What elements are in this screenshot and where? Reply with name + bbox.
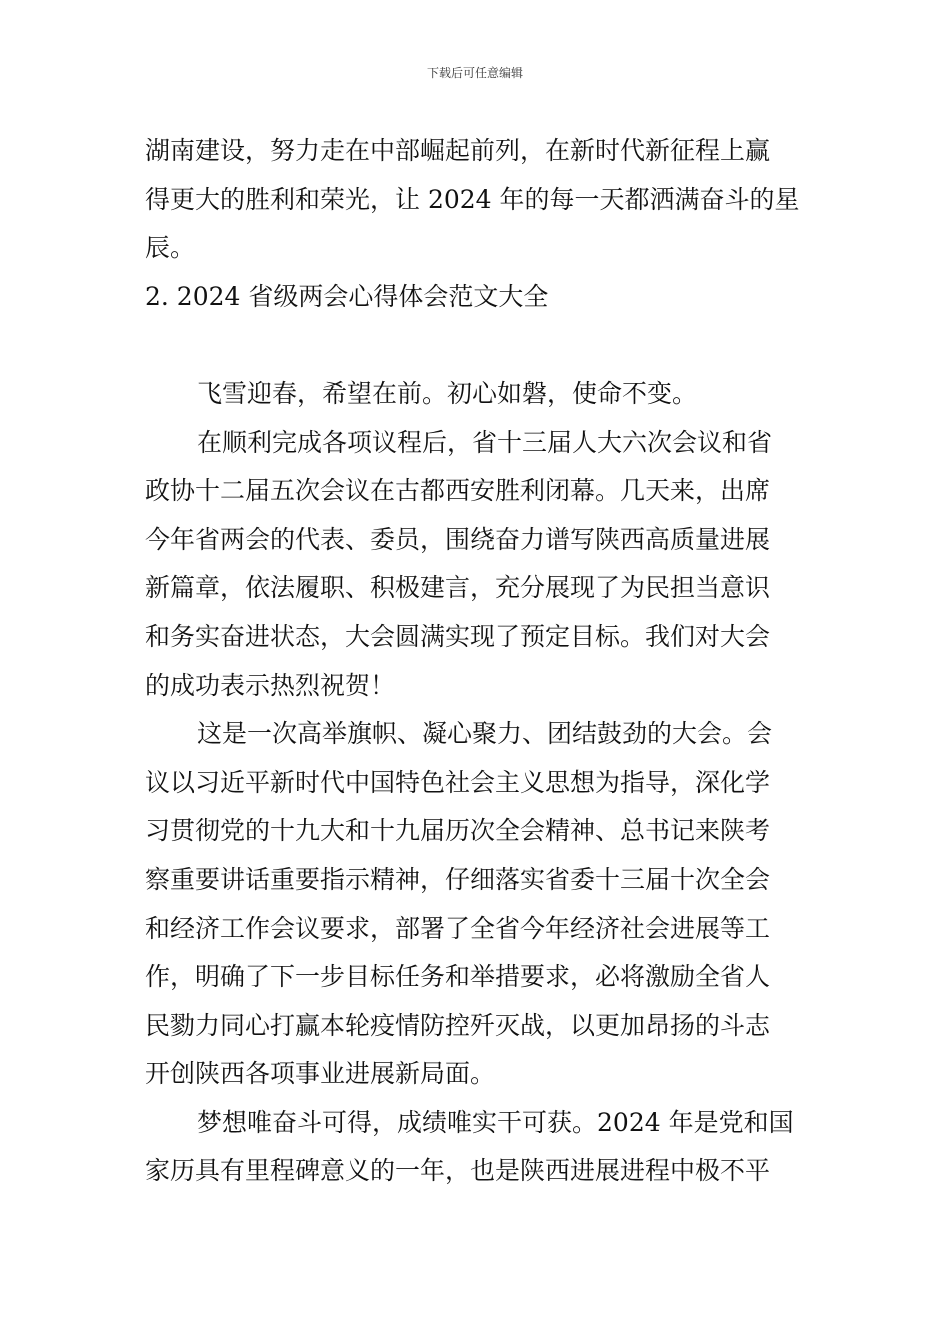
- text-line: 辰。: [145, 233, 196, 263]
- text-line: 今年省两会的代表、委员，围绕奋力谱写陕西高质量进展: [145, 524, 771, 554]
- text-line: 作，明确了下一步目标任务和举措要求，必将激励全省人: [145, 962, 771, 992]
- text-line: 察重要讲话重要指示精神，仔细落实省委十三届十次全会: [145, 864, 771, 894]
- text-line: 湖南建设，努力走在中部崛起前列，在新时代新征程上赢: [145, 136, 771, 165]
- text-line: 得更大的胜利和荣光，让 2024 年的每一天都洒满奋斗的星: [145, 184, 800, 214]
- text-line: 家历具有里程碑意义的一年，也是陕西进展进程中极不平: [145, 1156, 771, 1186]
- blank-line: [145, 321, 810, 370]
- section-heading: 2. 2024 省级两会心得体会范文大全: [145, 281, 549, 311]
- text-line: 开创陕西各项事业进展新局面。: [145, 1059, 496, 1089]
- paragraph-start: 飞雪迎春，希望在前。初心如磐，使命不变。: [197, 378, 698, 408]
- paragraph-start: 这是一次高举旗帜、凝心聚力、团结鼓劲的大会。会: [197, 719, 773, 749]
- text-line: 新篇章，依法履职、积极建言，充分展现了为民担当意识: [145, 573, 771, 603]
- paragraph-start: 梦想唯奋斗可得，成绩唯实干可获。2024 年是党和国: [197, 1107, 794, 1137]
- text-line: 民勠力同心打赢本轮疫情防控歼灭战，以更加昂扬的斗志: [145, 1010, 771, 1040]
- text-line: 的成功表示热烈祝贺！: [145, 670, 396, 700]
- text-line: 和经济工作会议要求，部署了全省今年经济社会进展等工: [145, 913, 771, 943]
- text-line: 议以习近平新时代中国特色社会主义思想为指导，深化学: [145, 767, 771, 797]
- paragraph-start: 在顺利完成各项议程后，省十三届人大六次会议和省: [197, 427, 773, 457]
- text-line: 政协十二届五次会议在古都西安胜利闭幕。几天来，出席: [145, 476, 771, 506]
- text-line: 习贯彻党的十九大和十九届历次全会精神、总书记来陕考: [145, 816, 771, 846]
- document-body: [145, 127, 810, 1196]
- text-line: 和务实奋进状态，大会圆满实现了预定目标。我们对大会: [145, 621, 771, 651]
- page-header: 下载后可任意编辑: [426, 66, 523, 80]
